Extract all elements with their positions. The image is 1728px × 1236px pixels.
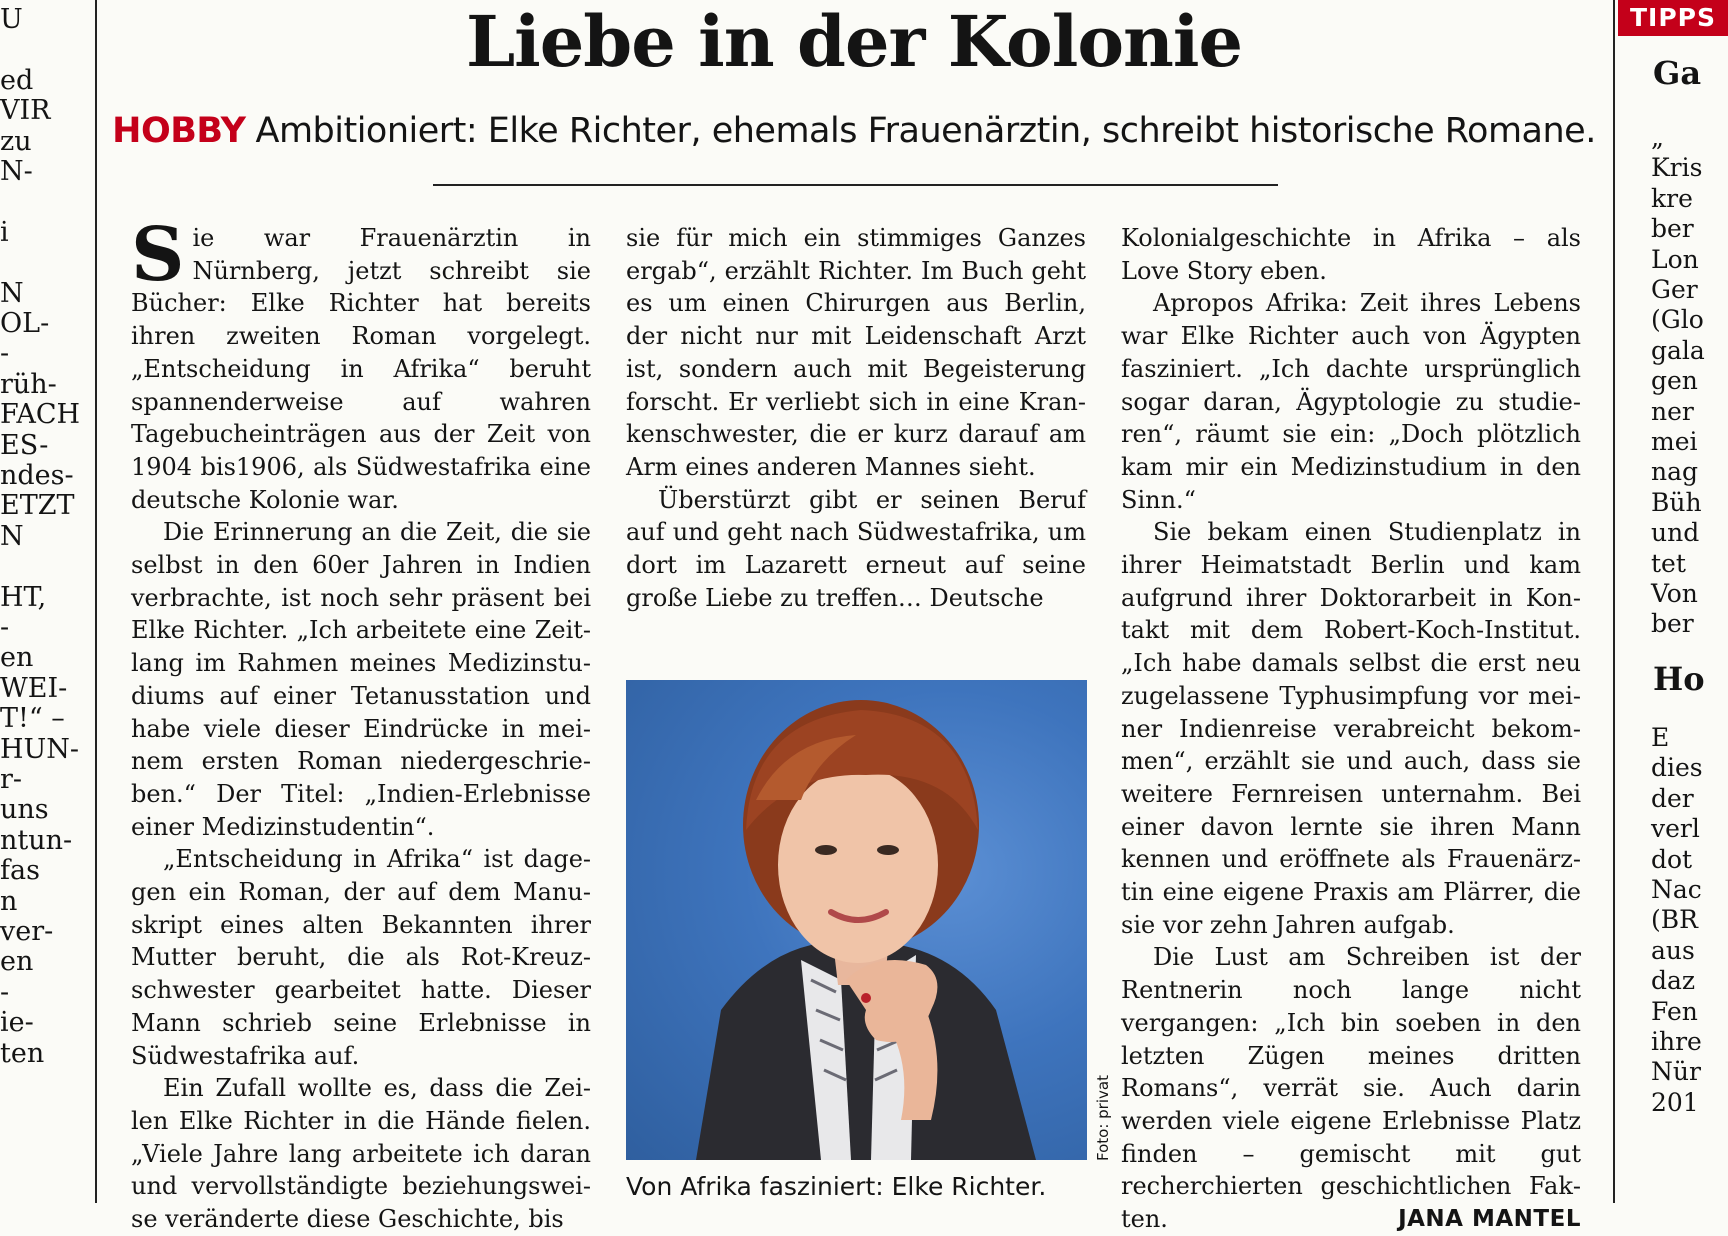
left-fragment-line: i (0, 216, 9, 248)
paragraph: Sie bekam einen Studienplatz in ihrer Heimatstadt Berlin und kam aufgrund ihrer Doktorarbeit in Kontakt mit dem Robert-Koch-Institut. „Ich habe damals selbst die erst neu zugelassene Typhusimpfung vor meiner Indienreise verabreicht bekommen“, erzählt sie und auch, dass sie weitere Fernreisen unternahm. Bei einer davon lernte sie ihren Mann kennen und eröffnete als Frauenärztin eine eigene Praxis am Plärrer, die sie vor zehn Jahren aufgab. (1121, 518, 1581, 939)
left-fragment-line: ETZT (0, 490, 75, 522)
paragraph: Überstürzt gibt er seinen Beruf auf und geht nach Südwestafrika, um dort im Lazarett erneut auf seine große Liebe zu treffen… Deutsche (626, 485, 1086, 612)
left-fragment-line: ES- (0, 429, 49, 461)
right-fragment-line: 201 (1651, 1087, 1699, 1117)
right-fragment-line: der (1651, 783, 1694, 813)
article-column-2 (626, 222, 1086, 614)
right-fragment-line: und (1651, 518, 1700, 548)
section-tag-tipps: TIPPS (1618, 0, 1728, 36)
right-fragment-line: Ger (1651, 275, 1698, 304)
left-fragment-line: uns (0, 794, 49, 826)
right-neighbor-column (1613, 0, 1717, 1203)
photo-credit-text: Foto: privat (1094, 1075, 1112, 1161)
left-fragment-line: ie- (0, 1007, 34, 1039)
right-fragment-line: „ (1651, 123, 1664, 152)
right-fragment-line: aus (1651, 935, 1695, 965)
paragraph: sie für mich ein stimmiges Ganzes ergab“, erzählt Richter. Im Buch geht es um einen Chirurgen aus Berlin, der nicht nur mit Leidenschaft Arzt ist, sondern auch mit Begeisterung forscht. Er verliebt sich in eine Krankenschwester, die er kurz darauf am Arm eines anderen Mannes sieht. (626, 224, 1086, 481)
left-fragment-line: HT, (0, 581, 47, 613)
right-fragment-line: E (1651, 723, 1670, 752)
author-byline: JANA MANTEL (1398, 1206, 1581, 1233)
left-fragment-line: r- (0, 764, 23, 795)
left-fragment-line: zu (0, 125, 32, 157)
left-fragment-line: - (0, 612, 10, 643)
article-column-1 (131, 212, 591, 1236)
right-fragment-line: ber (1651, 214, 1694, 244)
article-column-3 (1121, 222, 1581, 1236)
left-fragment-line: OL- (0, 308, 50, 339)
kicker-hobby: HOBBY (112, 111, 246, 151)
paragraph (131, 212, 591, 516)
left-fragment-line: fas (0, 855, 40, 887)
right-fragment-line: Nac (1651, 875, 1702, 904)
right-fragment-line: gala (1651, 335, 1705, 365)
left-fragment-line: n (0, 885, 18, 917)
paragraph-text: Die Lust am Schreiben ist der Rentnerin noch lange nicht vergangen: „Ich bin soeben in den letzten Zügen meines dritten Romans“, verrät sie. Auch darin werden viele eigene Erlebnisse Platz finden – gemischt mit gut recherchierten geschichtlichen Fakten. (1121, 943, 1581, 1234)
paragraph: Die Erinnerung an die Zeit, die sie selbst in den 60er Jahren in Indien verbrachte, ist noch sehr präsent bei Elke Richter. „Ich arbeitete eine Zeitlang im Rahmen meines Medizinstudiums auf einer Tetanusstation und habe viele dieser Eindrücke in meinem ersten Roman niedergeschrieben.“ Der Titel: „Indien-Erlebnisse einer Medizinstudentin“. (131, 518, 591, 841)
right-fragment-line: dot (1651, 844, 1693, 874)
left-fragment-line: U (0, 4, 23, 35)
left-fragment-line: N (0, 520, 24, 552)
subheadline-text: Ambitioniert: Elke Richter, ehemals Frauenärztin, schreibt historische Romane. (255, 111, 1596, 151)
right-fragment-line: dies (1651, 753, 1703, 783)
left-fragment-line: VIR (0, 95, 51, 127)
left-fragment-line: ndes- (0, 460, 74, 491)
headline-divider (433, 184, 1278, 186)
left-fragment-line: WEI- (0, 672, 68, 704)
left-fragment-line: rüh- (0, 368, 57, 400)
left-fragment-line: ed (0, 64, 34, 96)
portrait-photo (626, 680, 1087, 1160)
article-headline: Liebe in der Kolonie (465, 0, 1243, 83)
right-fragment-line: Lon (1651, 244, 1699, 274)
paragraph: Kolonialgeschichte in Afrika – als Love Story eben. (1121, 224, 1581, 285)
left-fragment-line: N (0, 277, 24, 309)
left-fragment-line: T!“ – (0, 703, 65, 735)
left-fragment-line: - (0, 976, 10, 1008)
left-neighbor-column (0, 0, 97, 1203)
left-fragment-line: en (0, 642, 34, 674)
right-fragment-line: (BR (1651, 905, 1698, 935)
left-fragment-line: en (0, 946, 34, 978)
article-subheadline (95, 108, 1613, 154)
right-fragment-line: verl (1651, 814, 1700, 844)
paragraph (1121, 941, 1581, 1235)
left-fragment-line: - (0, 338, 10, 370)
right-fragment-line: Nür (1651, 1057, 1701, 1087)
left-fragment-line: ntun- (0, 824, 73, 856)
right-fragment-line: (Glo (1651, 305, 1704, 335)
right-fragment-line: nag (1651, 457, 1699, 487)
drop-cap: S (131, 212, 185, 298)
right-fragment-line: kre (1651, 183, 1693, 213)
left-fragment-line: ten (0, 1037, 45, 1069)
left-fragment-line: ver- (0, 916, 54, 947)
right-fragment-line: Von (1651, 579, 1698, 608)
right-fragment-line: Büh (1651, 487, 1702, 517)
right-fragment-line: gen (1651, 366, 1698, 396)
right-fragment-line: ber (1651, 609, 1694, 639)
left-fragment-line: HUN- (0, 733, 80, 765)
right-fragment-line: ihre (1651, 1027, 1702, 1056)
left-fragment-line: FACH (0, 399, 81, 431)
photo-credit (1088, 1065, 1118, 1165)
photo-caption: Von Afrika fasziniert: Elke Richter. (626, 1172, 1047, 1201)
paragraph: „Entscheidung in Afrika“ ist dagegen ein Roman, der auf dem Manuskript eines alten Bekannten ihrer Mutter beruht, die als Rot-Kreuz-schwester gearbeitet hatte. Dieser Mann schrieb seine Erlebnisse in Südwestafrika auf. (131, 845, 591, 1070)
right-fragment-line: tet (1651, 548, 1686, 578)
right-heading-2: Ho (1653, 660, 1705, 698)
right-fragment-line: Kris (1651, 153, 1703, 183)
paragraph: Apropos Afrika: Zeit ihres Lebens war Elke Richter auch von Ägypten fasziniert. „Ich dachte ursprünglich sogar daran, Ägyptologie zu studieren“, räumt sie ein: „Doch plötzlich kam mir ein Medizinstudium in den Sinn.“ (1121, 289, 1581, 514)
paragraph: Ein Zufall wollte es, dass die Zeilen Elke Richter in die Hände fielen. „Viele Jahre lang arbeitete ich daran und vervollständigte beziehungsweise veränderte diese Geschichte, bis (131, 1074, 591, 1234)
right-fragment-line: daz (1651, 966, 1696, 996)
right-fragment-line: mei (1651, 427, 1698, 456)
paragraph-text: ie war Frauenärztin in Nürnberg, jetzt schreibt sie Bücher: Elke Richter hat bereits ihren zweiten Roman vorgelegt. „Entscheidung in Afrika“ beruht spannenderweise auf wahren Tagebucheinträgen aus der Zeit von 1904 bis1906, als Südwestafrika eine deutsche Kolonie war. (131, 224, 591, 514)
left-fragment-line: N- (0, 156, 33, 187)
portrait-illustration (626, 680, 1087, 1160)
right-fragment-line: Fen (1651, 996, 1698, 1026)
right-heading-1: Ga (1653, 54, 1702, 92)
right-fragment-line: ner (1651, 396, 1694, 426)
